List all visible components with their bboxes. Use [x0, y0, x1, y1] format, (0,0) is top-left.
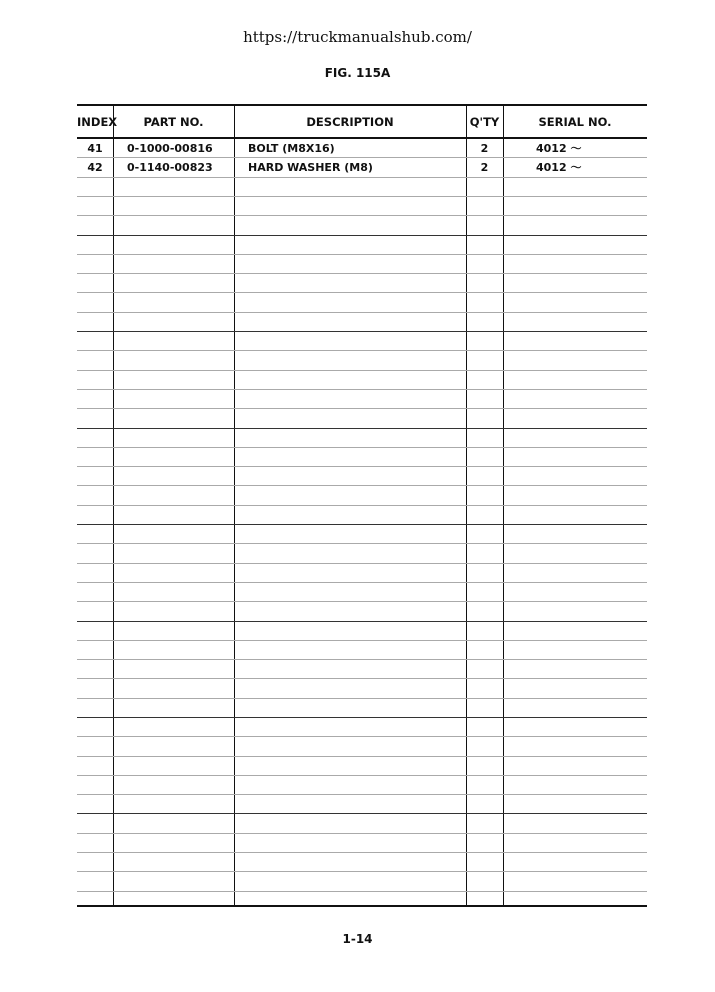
row-divider: [77, 871, 647, 872]
row-divider: [77, 447, 647, 448]
row-index: 42: [87, 161, 103, 174]
row-divider: [77, 659, 647, 660]
row-divider: [77, 331, 647, 332]
row-index: 41: [87, 142, 103, 155]
figure-title: FIG. 115A: [324, 66, 391, 80]
row-divider: [77, 389, 647, 390]
row-divider: [77, 350, 647, 351]
row-divider: [77, 756, 647, 757]
row-divider: [77, 852, 647, 853]
parts-table: [77, 104, 647, 907]
row-divider: [77, 177, 647, 178]
row-serial-no: 4012 ～: [536, 161, 582, 174]
row-divider: [77, 466, 647, 467]
column-header-index: INDEX: [77, 115, 118, 129]
column-header-description: DESCRIPTION: [306, 115, 394, 129]
row-divider: [77, 543, 647, 544]
row-divider: [77, 678, 647, 679]
row-divider: [77, 794, 647, 795]
row-divider: [77, 235, 647, 236]
row-description: HARD WASHER (M8): [248, 161, 373, 174]
row-divider: [77, 891, 647, 892]
column-header-qty: Q'TY: [469, 115, 500, 129]
row-qty: 2: [480, 142, 489, 155]
row-divider: [77, 698, 647, 699]
row-divider: [77, 640, 647, 641]
row-divider: [77, 196, 647, 197]
row-divider: [77, 601, 647, 602]
row-divider: [77, 621, 647, 622]
column-header-serial-no: SERIAL NO.: [538, 115, 612, 129]
row-divider: [77, 428, 647, 429]
row-divider: [77, 524, 647, 525]
row-divider: [77, 408, 647, 409]
row-divider: [77, 292, 647, 293]
row-divider: [77, 736, 647, 737]
row-divider: [77, 563, 647, 564]
row-divider: [77, 273, 647, 274]
row-divider: [77, 505, 647, 506]
row-divider: [77, 833, 647, 834]
row-divider: [77, 485, 647, 486]
row-divider: [77, 582, 647, 583]
row-qty: 2: [480, 161, 489, 174]
row-description: BOLT (M8X16): [248, 142, 335, 155]
row-divider: [77, 370, 647, 371]
row-divider: [77, 813, 647, 814]
source-url[interactable]: https://truckmanualshub.com/: [243, 28, 472, 46]
row-divider: [77, 215, 647, 216]
column-header-part-no: PART NO.: [143, 115, 204, 129]
row-part-no: 0-1000-00816: [127, 142, 213, 155]
row-divider: [77, 775, 647, 776]
row-divider: [77, 254, 647, 255]
row-serial-no: 4012 ～: [536, 142, 582, 155]
row-divider: [77, 157, 647, 158]
row-part-no: 0-1140-00823: [127, 161, 213, 174]
page-number: 1-14: [342, 932, 373, 946]
row-divider: [77, 312, 647, 313]
row-divider: [77, 717, 647, 718]
